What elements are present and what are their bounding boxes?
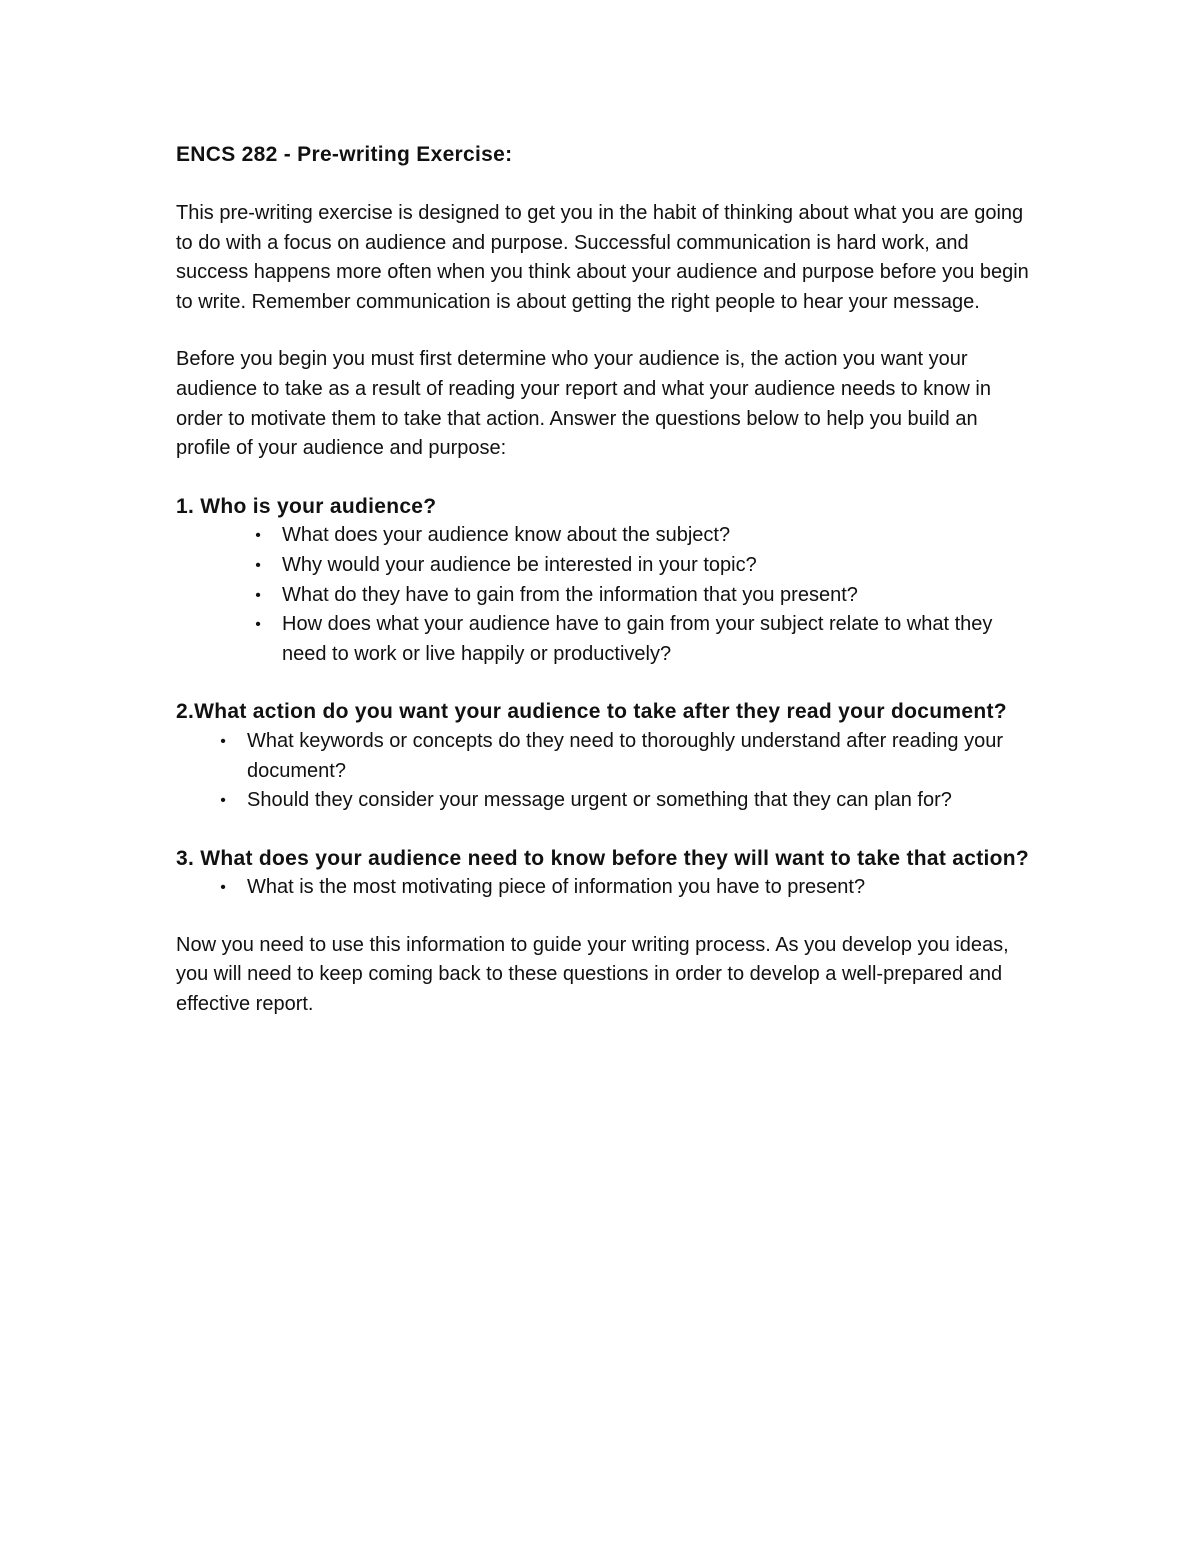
list-item: • How does what your audience have to gain from your subject relate to what they need to work or live happily or productively? [282, 610, 1036, 669]
question-2-bullet-list [176, 727, 1036, 816]
intro-paragraph-2: Before you begin you must first determine who your audience is, the action you want your audience to take as a result of reading your report and what your audience needs to know in order to motivate them to take that action. Answer the questions below to help you build an profile of your audience and purpose: [176, 348, 991, 460]
question-heading-2: 2.What action do you want your audience to take after they read your document? [176, 700, 1007, 724]
intro-paragraph-1: This pre-writing exercise is designed to get you in the habit of thinking about what you are going to do with a focus on audience and purpose. Successful communication is hard work, and success happens more often when you think about your audience and purpose before you begin to write. Remember communication is about getting the right people to hear your message. [176, 202, 1029, 313]
question-section-1 [176, 492, 1036, 670]
bullet-icon: • [220, 879, 226, 897]
question-3-bullet-list [176, 873, 1036, 903]
bullet-icon: • [255, 616, 261, 634]
bullet-icon: • [220, 792, 226, 810]
closing-paragraph: Now you need to use this information to guide your writing process. As you develop you ideas, you will need to keep coming back to these questions in order to develop a well-prepared and effective report. [176, 933, 1009, 1016]
question-section-3 [176, 844, 1036, 903]
bullet-icon: • [220, 732, 226, 750]
list-item: • What keywords or concepts do they need to thoroughly understand after reading your document? [247, 727, 1036, 786]
list-item: • What does your audience know about the subject? [282, 521, 1036, 551]
bullet-icon: • [255, 527, 261, 545]
bullet-icon: • [255, 556, 261, 574]
question-1-bullet-list [176, 521, 1036, 669]
list-item: • Should they consider your message urgent or something that they can plan for? [247, 786, 1036, 816]
question-heading-1: 1. Who is your audience? [176, 494, 437, 518]
document-page [176, 140, 1036, 1020]
question-heading-3: 3. What does your audience need to know before they will want to take that action? [176, 846, 1030, 870]
document-title: ENCS 282 - Pre-writing Exercise: [176, 143, 513, 166]
bullet-icon: • [255, 586, 261, 604]
question-section-2 [176, 697, 1036, 815]
list-item: • What is the most motivating piece of information you have to present? [247, 873, 1036, 903]
list-item: • What do they have to gain from the information that you present? [282, 581, 1036, 611]
list-item: • Why would your audience be interested in your topic? [282, 551, 1036, 581]
